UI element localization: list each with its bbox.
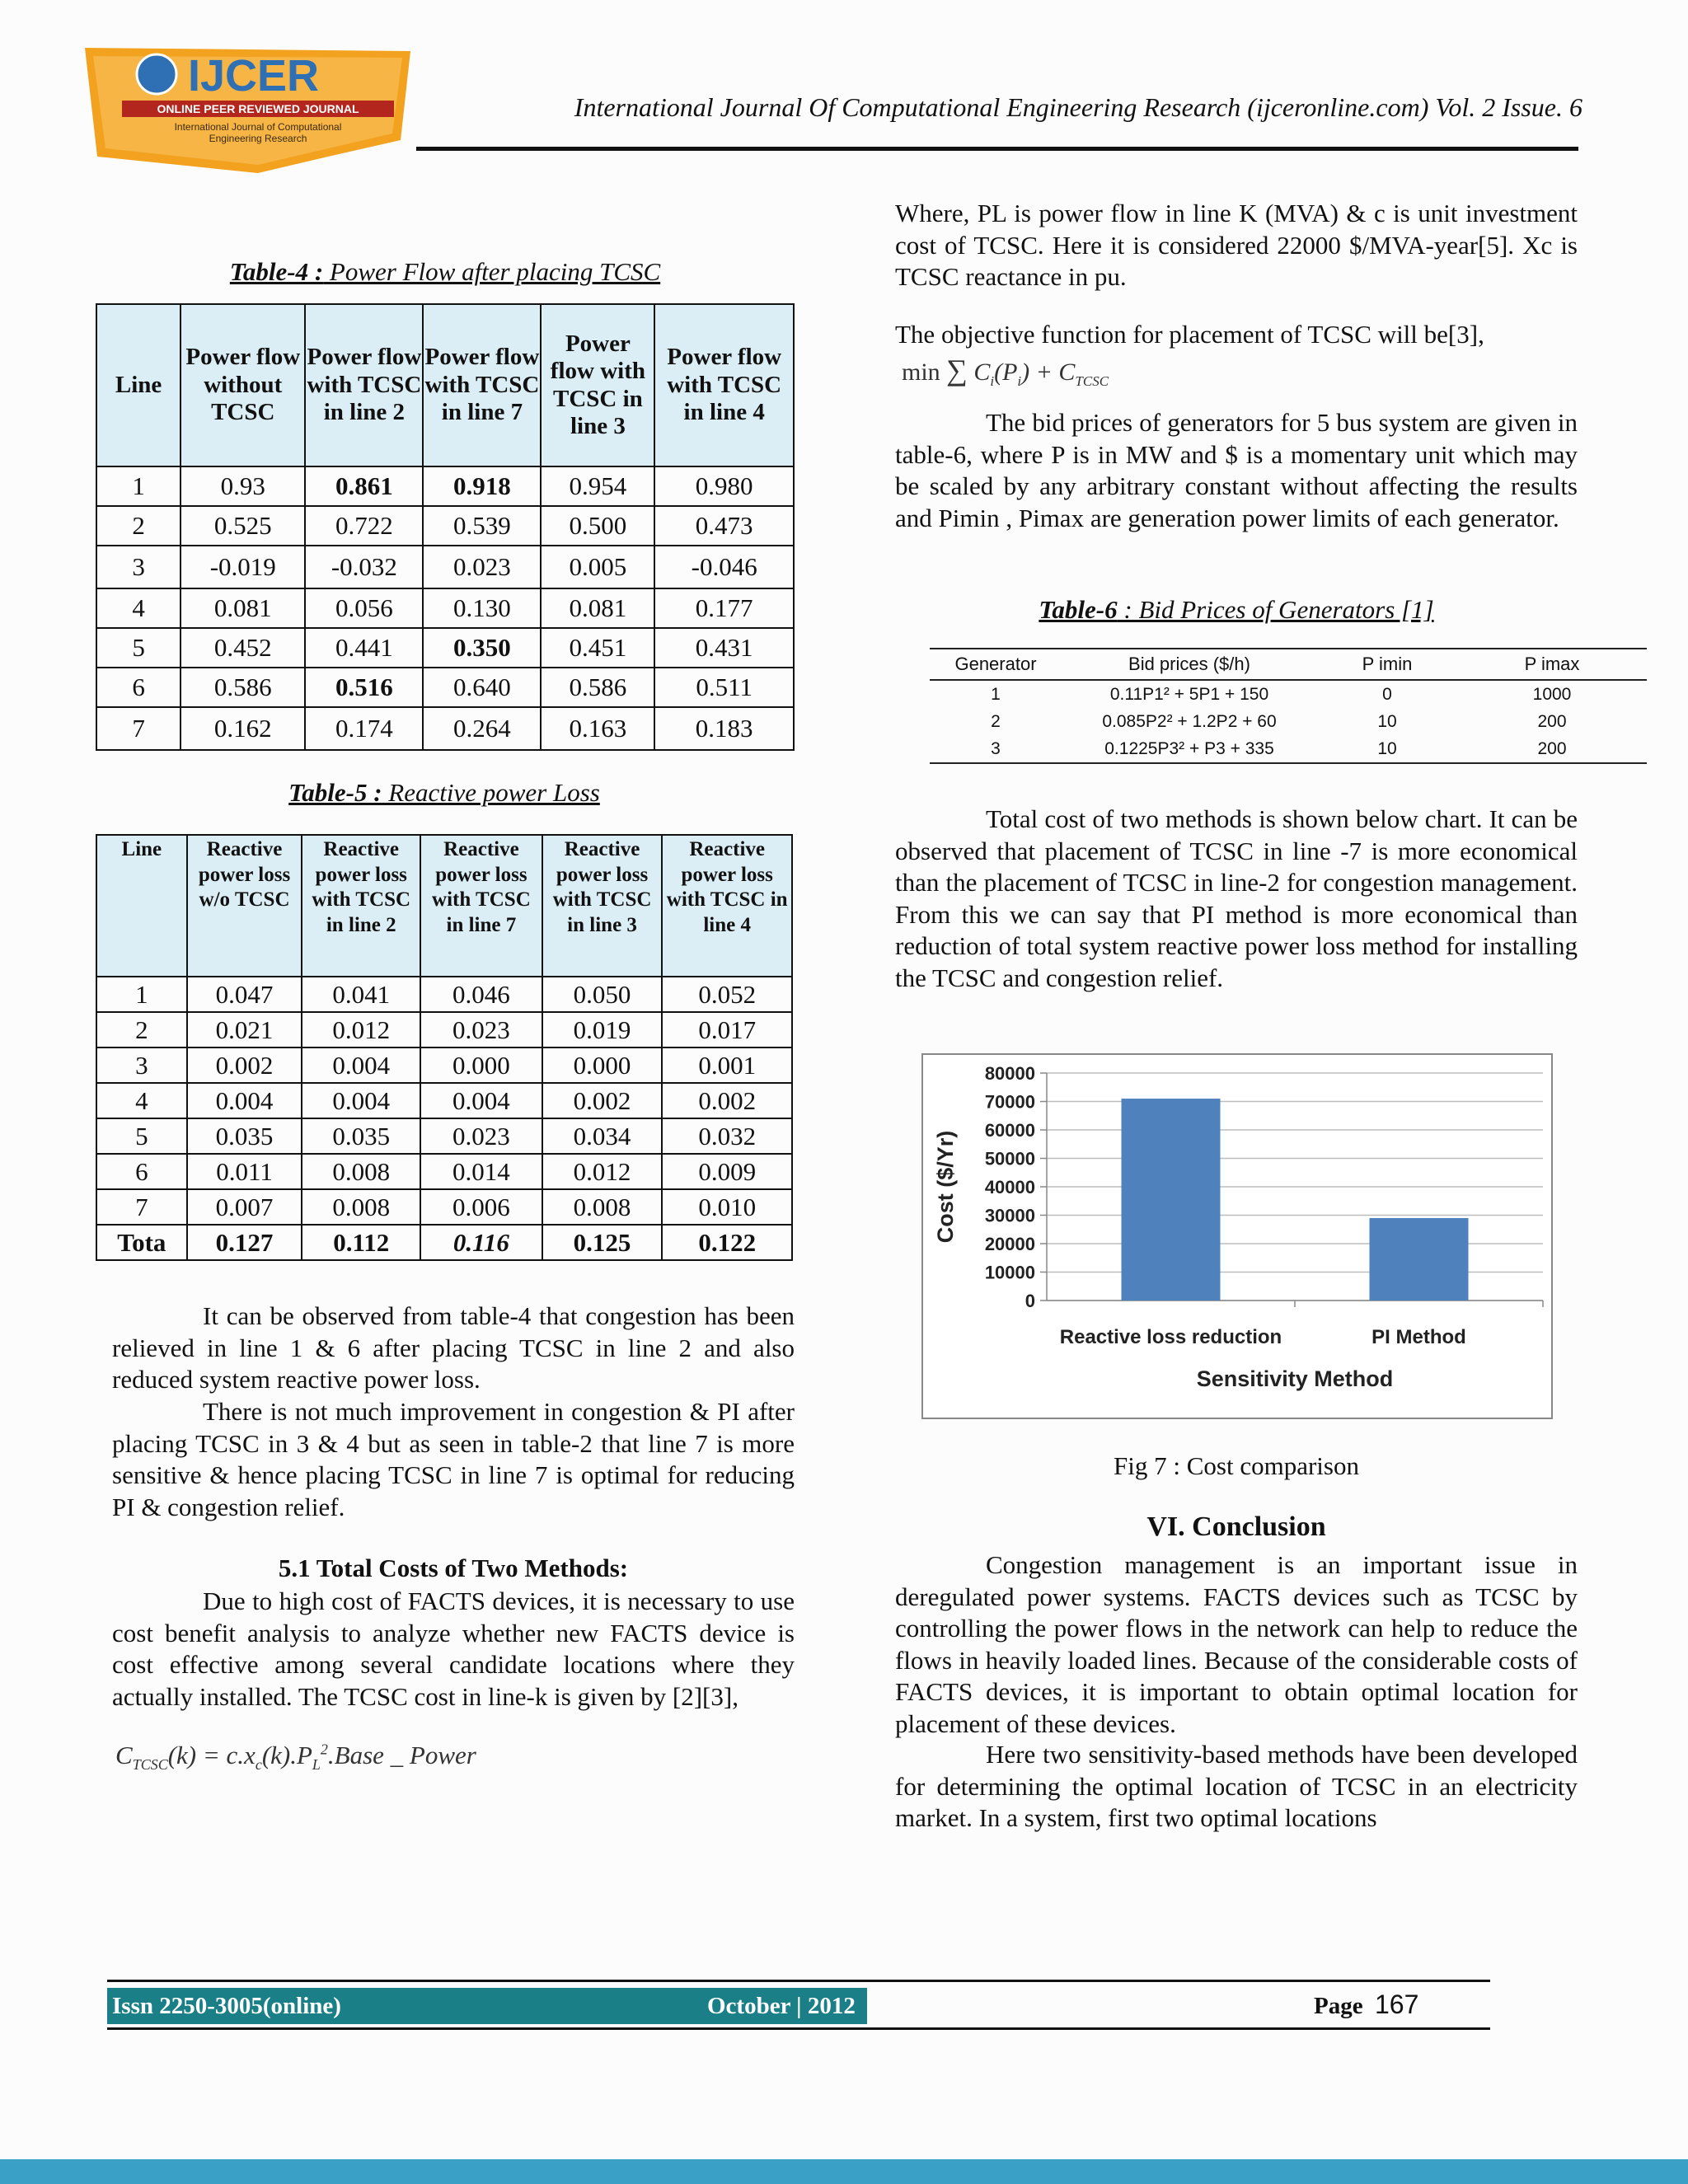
table6-header-cell: P imax <box>1457 649 1647 680</box>
table-cell: 0.081 <box>181 588 305 628</box>
chart-y-axis-label: Cost ($/Yr) <box>933 1130 958 1244</box>
table-cell: 0.023 <box>420 1118 542 1154</box>
table4-header-cell: Power flow with TCSC in line 3 <box>541 304 654 466</box>
table-cell: 0.122 <box>662 1225 792 1260</box>
table5-header-cell: Reactive power loss with TCSC in line 3 <box>542 835 663 977</box>
table-cell: 0.000 <box>420 1047 542 1083</box>
table5-header-cell: Reactive power loss w/o TCSC <box>187 835 302 977</box>
chart-y-tick-label: 30000 <box>984 1205 1035 1226</box>
left-paragraph-1: It can be observed from table-4 that congestion has been relieved in line 1 & 6 after placing TCSC in line 2 and also reduced system reactive power loss. <box>112 1301 795 1394</box>
table-cell: 10 <box>1317 735 1457 763</box>
table-cell: 0.047 <box>187 977 302 1012</box>
table6-header-cell: Bid prices ($/h) <box>1062 649 1317 680</box>
table-cell: 0.451 <box>541 628 654 668</box>
table4-header-row <box>96 304 794 466</box>
footer-date: October | 2012 <box>707 1993 856 2019</box>
table-row <box>96 707 794 750</box>
table-cell: 0.11P1² + 5P1 + 150 <box>1109 684 1269 704</box>
table4-header-cell: Line <box>96 304 181 466</box>
journal-logo <box>81 41 419 177</box>
table-cell: 0.032 <box>662 1118 792 1154</box>
table-cell: 0.005 <box>541 546 654 588</box>
right-paragraph-5: Congestion management is an important issue in deregulated power systems. FACTS devices such as TCSC by controlling the power flows in the network can help to reduce the flows in heavily loaded lines. Because of the considerable costs of FACTS devices, it is important to obtain optimal location for placement of these devices. <box>895 1550 1578 1738</box>
chart-y-tick-label: 0 <box>1025 1291 1035 1311</box>
table-cell: 0.008 <box>542 1189 663 1225</box>
table-cell: 0.163 <box>541 707 654 750</box>
table-row <box>96 588 794 628</box>
right-paragraph-2: The objective function for placement of TCSC will be[3], <box>895 320 1484 349</box>
chart-x-tick-label: PI Method <box>1372 1326 1466 1348</box>
table-cell: 10 <box>1377 711 1397 731</box>
chart-y-tick-label: 20000 <box>984 1234 1035 1254</box>
cost-comparison-chart-svg <box>923 1055 1551 1418</box>
table5-header-row <box>96 835 792 977</box>
right-paragraph-3: The bid prices of generators for 5 bus system are given in table-6, where P is in MW and $ is a momentary unit which may be scaled by any arbitrary constant without affecting the results and Pimin , Pimax are generation power limits of each generator. <box>895 408 1578 532</box>
table-cell: 0.127 <box>187 1225 302 1260</box>
table-cell: 0.034 <box>542 1118 663 1154</box>
table-cell: 0.1225P3² + P3 + 335 <box>1062 735 1317 763</box>
table-cell: 0.431 <box>654 628 794 668</box>
table-row <box>96 1118 792 1154</box>
table6 <box>930 648 1647 764</box>
table-cell: 1 <box>96 977 187 1012</box>
chart-x-axis-label: Sensitivity Method <box>1196 1366 1394 1391</box>
table-cell: 0.586 <box>181 668 305 707</box>
table-cell: 0.500 <box>541 506 654 546</box>
table6-caption: Table-6 : Bid Prices of Generators [1] <box>1039 595 1434 624</box>
table-cell: 0.441 <box>305 628 423 668</box>
table-cell: 3 <box>96 1047 187 1083</box>
table-cell: 0.008 <box>302 1189 420 1225</box>
table-cell: 5 <box>96 1118 187 1154</box>
table-cell: 0.473 <box>654 506 794 546</box>
table5-caption: Table-5 : Reactive power Loss <box>288 778 600 807</box>
table-cell: 0.052 <box>662 977 792 1012</box>
chart-y-tick-label: 80000 <box>984 1063 1035 1084</box>
table-cell: 0.006 <box>420 1189 542 1225</box>
table-cell: 0.640 <box>423 668 541 707</box>
table-cell: 2 <box>96 506 181 546</box>
objective-formula: min ∑ $C_i(P_i) + C_{TCSC}$ <box>902 354 1109 389</box>
table-cell: 0.010 <box>662 1189 792 1225</box>
table-cell: 0.586 <box>541 668 654 707</box>
table-cell: 0.001 <box>662 1047 792 1083</box>
table-cell: 0.021 <box>187 1012 302 1047</box>
conclusion-heading: VI. Conclusion <box>1146 1511 1326 1542</box>
left-paragraph-3: Due to high cost of FACTS devices, it is necessary to use cost benefit analysis to analyze whether new FACTS device is cost effective among several candidate locations where they actually installed. The TCSC cost in line-k is given by [2][3], <box>112 1586 795 1711</box>
table-cell: 0.023 <box>420 1012 542 1047</box>
table6-header-cell: P imin <box>1317 649 1457 680</box>
table-cell: 0.011 <box>187 1154 302 1189</box>
logo-wordmark: IJCER <box>188 51 320 101</box>
table-cell: 0.035 <box>187 1118 302 1154</box>
table-cell: 2 <box>96 1012 187 1047</box>
table-cell: 0.516 <box>305 668 423 707</box>
table5-header-cell: Line <box>96 835 187 977</box>
table-row <box>96 1189 792 1225</box>
table-cell: 0.012 <box>542 1154 663 1189</box>
table5-header-cell: Reactive power loss with TCSC in line 2 <box>302 835 420 977</box>
table-cell: 0.081 <box>541 588 654 628</box>
table-cell: 0.004 <box>420 1083 542 1118</box>
table-cell: -0.019 <box>181 546 305 588</box>
table-cell: 6 <box>96 1154 187 1189</box>
table5-header-cell: Reactive power loss with TCSC in line 4 <box>662 835 792 977</box>
bottom-accent-bar <box>0 2159 1688 2184</box>
table-cell: 0.023 <box>423 546 541 588</box>
table-cell: 7 <box>96 707 181 750</box>
footer-page-number: 167 <box>1375 1990 1419 2019</box>
table-cell: 0.019 <box>542 1012 663 1047</box>
table-cell: 4 <box>96 1083 187 1118</box>
table4 <box>96 303 795 751</box>
table4-header-cell: Power flow with TCSC in line 4 <box>654 304 794 466</box>
table4-header-cell: Power flow with TCSC in line 7 <box>423 304 541 466</box>
table-row <box>96 628 794 668</box>
table-cell: 0.511 <box>654 668 794 707</box>
table-cell: 0.085P2² + 1.2P2 + 60 <box>1102 711 1277 731</box>
table-cell: 1000 <box>1532 684 1572 704</box>
table-cell: 0.050 <box>542 977 663 1012</box>
right-paragraph-1: Where, PL is power flow in line K (MVA) & c is unit investment cost of TCSC. Here it is considered 22000 $/MVA-year[5]. Xc is TCSC reactance in pu. <box>895 199 1578 291</box>
table-row <box>96 668 794 707</box>
table-cell: 0.056 <box>305 588 423 628</box>
table-cell: 0.264 <box>423 707 541 750</box>
svg-text:Engineering Research: Engineering Research <box>209 133 307 144</box>
table6-header-row <box>930 649 1647 680</box>
table-cell: 0.002 <box>542 1083 663 1118</box>
table-cell: 0.002 <box>662 1083 792 1118</box>
chart-bar <box>1122 1099 1221 1301</box>
table-cell: 0.861 <box>305 466 423 506</box>
table-cell: 0.93 <box>181 466 305 506</box>
table-cell: 200 <box>1537 711 1567 731</box>
table-cell: -0.046 <box>654 546 794 588</box>
table-cell: 1 <box>96 466 181 506</box>
table-row <box>930 680 1647 708</box>
table-row <box>96 546 794 588</box>
table-cell: 0.130 <box>423 588 541 628</box>
left-paragraph-2: There is not much improvement in congestion & PI after placing TCSC in 3 & 4 but as seen in table-2 that line 7 is more sensitive & hence placing TCSC in line 7 is optimal for reducing PI & congestion relief. <box>112 1397 795 1521</box>
table-row <box>930 735 1647 763</box>
table-cell: 0.002 <box>187 1047 302 1083</box>
table5-header-cell: Reactive power loss with TCSC in line 7 <box>420 835 542 977</box>
table4-header-cell: Power flow with TCSC in line 2 <box>305 304 423 466</box>
table-cell: 0.954 <box>541 466 654 506</box>
footer-page-label: Page <box>1314 1993 1363 2019</box>
table-row <box>96 1154 792 1189</box>
table-cell: 0.000 <box>542 1047 663 1083</box>
table-cell: 0.046 <box>420 977 542 1012</box>
figure-caption: Fig 7 : Cost comparison <box>1114 1451 1359 1480</box>
table-cell: 0.350 <box>423 628 541 668</box>
footer-rule <box>107 1980 1490 1982</box>
cost-formula: $C_{TCSC}(k)$ = $c.x_c(k).P_L^2.Base$ _ Power <box>115 1741 476 1774</box>
table-cell: Tota <box>96 1225 187 1260</box>
table-cell: 0.452 <box>181 628 305 668</box>
table-cell: 0.174 <box>305 707 423 750</box>
table4-header-cell: Power flow without TCSC <box>181 304 305 466</box>
section-heading-total-costs: 5.1 Total Costs of Two Methods: <box>278 1554 629 1582</box>
table-cell: 0.014 <box>420 1154 542 1189</box>
chart-y-tick-label: 50000 <box>984 1148 1035 1169</box>
table6-header-cell: Generator <box>930 649 1062 680</box>
table-row <box>96 1047 792 1083</box>
table-cell: 2 <box>991 711 1001 731</box>
journal-title: International Journal Of Computational Engineering Research (ijceronline.com) Vol. 2 Issue. 6 <box>574 92 1582 122</box>
table-cell: 0.177 <box>654 588 794 628</box>
table-cell: 0.009 <box>662 1154 792 1189</box>
right-paragraph-6: Here two sensitivity-based methods have been developed for determining the optimal location of TCSC in an electricity market. In a system, first two optimal locations <box>895 1740 1578 1832</box>
footer-issn: Issn 2250-3005(online) <box>112 1993 341 2019</box>
chart-x-tick-label: Reactive loss reduction <box>1059 1326 1282 1348</box>
table4-caption: Table-4 : Power Flow after placing TCSC <box>229 257 661 286</box>
table-cell: 4 <box>96 588 181 628</box>
table-row <box>96 1012 792 1047</box>
table-cell: 0.017 <box>662 1012 792 1047</box>
table-cell: 200 <box>1457 735 1647 763</box>
table-cell: 0.722 <box>305 506 423 546</box>
table-cell: 0.980 <box>654 466 794 506</box>
chart-y-tick-label: 10000 <box>984 1262 1035 1283</box>
table-cell: 0.183 <box>654 707 794 750</box>
table-cell: 0.041 <box>302 977 420 1012</box>
svg-text:International Journal of Compu: International Journal of Computational <box>174 121 342 133</box>
table-cell: 0.112 <box>302 1225 420 1260</box>
table-cell: 0.004 <box>302 1083 420 1118</box>
chart-bar <box>1370 1218 1469 1301</box>
table-cell: 3 <box>930 735 1062 763</box>
svg-text:ONLINE PEER REVIEWED JOURNAL: ONLINE PEER REVIEWED JOURNAL <box>157 102 359 115</box>
table-cell: 0 <box>1382 684 1392 704</box>
table-cell: 0.012 <box>302 1012 420 1047</box>
table-cell: -0.032 <box>305 546 423 588</box>
table-cell: 0.008 <box>302 1154 420 1189</box>
table-cell: 1 <box>991 684 1001 704</box>
table5 <box>96 834 793 1261</box>
chart-y-tick-label: 40000 <box>984 1177 1035 1197</box>
right-paragraph-4: Total cost of two methods is shown below chart. It can be observed that placement of TCSC in line -7 is more economical than the placement of TCSC in line-2 for congestion management. From this we can say that PI method is more economical than reduction of total system reactive power loss method for installing the TCSC and congestion relief. <box>895 804 1578 992</box>
table-cell: 6 <box>96 668 181 707</box>
table-total-row <box>96 1225 792 1260</box>
header-rule <box>416 147 1578 151</box>
table-cell: 0.539 <box>423 506 541 546</box>
table-cell: 0.004 <box>302 1047 420 1083</box>
footer-rule <box>107 2027 1490 2030</box>
table-row <box>96 1083 792 1118</box>
table-cell: 3 <box>96 546 181 588</box>
table-cell: 0.035 <box>302 1118 420 1154</box>
chart-y-tick-label: 60000 <box>984 1120 1035 1141</box>
table-cell: 5 <box>96 628 181 668</box>
table-cell: 0.918 <box>423 466 541 506</box>
table-cell: 0.525 <box>181 506 305 546</box>
cost-comparison-chart <box>921 1053 1553 1419</box>
chart-y-tick-label: 70000 <box>984 1091 1035 1113</box>
table-cell: 7 <box>96 1189 187 1225</box>
table-cell: 0.116 <box>420 1225 542 1260</box>
table-cell: 0.004 <box>187 1083 302 1118</box>
table-cell: 0.125 <box>542 1225 663 1260</box>
table-row <box>96 466 794 506</box>
table-cell: 0.007 <box>187 1189 302 1225</box>
table-row <box>96 506 794 546</box>
table-row <box>96 977 792 1012</box>
table-cell: 0.162 <box>181 707 305 750</box>
table-row <box>930 708 1647 735</box>
